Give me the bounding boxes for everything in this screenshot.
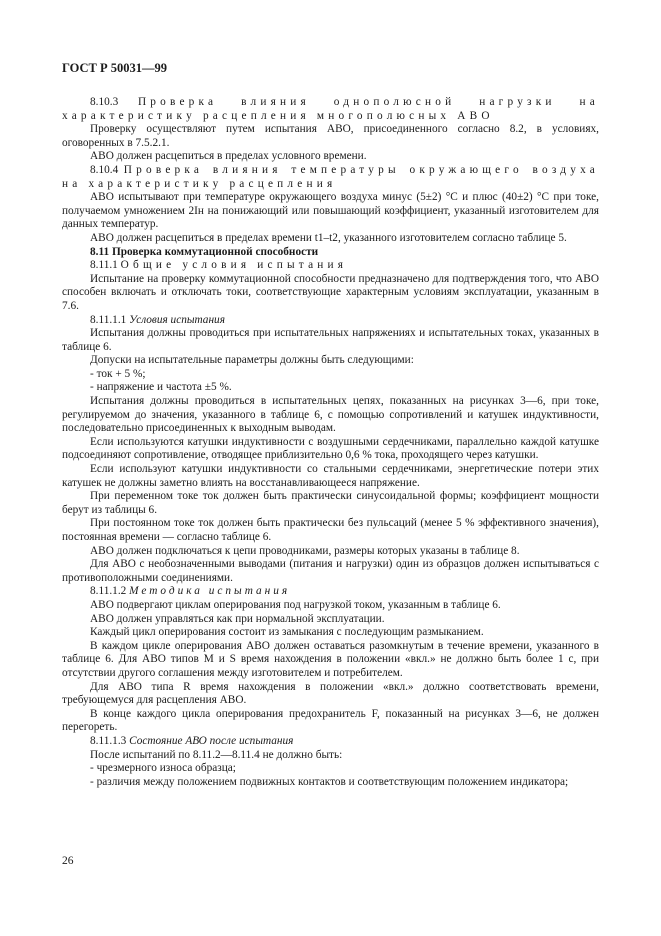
section-8-11-1-2-title: 8.11.1.2 Методика испытания [90, 585, 291, 598]
list-item: - напряжение и частота ±5 %. [90, 381, 232, 394]
list-item: - различия между положением подвижных контактов и соответствующим положением индикатора; [90, 775, 569, 788]
paragraph: Испытания должны проводиться в испытательных цепях, показанных на рисунках 3—6, при токе, регулируемом до значения, указанного в таблице 6, с помощью сопротивлений и катушек индуктивности, последовательно присоединенных к выходным выводам. [62, 395, 599, 435]
paragraph: В каждом цикле оперирования АВО должен оставаться разомкнутым в течение времени, указанного в таблице 6. Для АВО типов М и S время нахождения в положении «вкл.» не должно быть более 1 с, при отсутствии другого соглашения между изготовителем и потребителем. [62, 639, 599, 679]
paragraph: Испытание на проверку коммутационной способности предназначено для подтверждения того, что АВО способен включать и отключать токи, соответствующие характерным условиям эксплуатации, указанным в 7.6. [62, 272, 599, 312]
paragraph: Если используют катушки индуктивности со стальными сердечниками, энергетические потери этих катушек не должны заметно влиять на восстанавливающееся напряжение. [62, 463, 599, 489]
section-8-11-1-title: 8.11.1 Общие условия испытания [90, 259, 348, 272]
paragraph: Проверку осуществляют путем испытания АВО, присоединенного согласно 8.2, в условиях, оговоренных в 7.5.2.1. [62, 123, 599, 149]
paragraph: При переменном токе ток должен быть практически синусоидальной формы; коэффициент мощности берут из таблицы 6. [62, 490, 599, 516]
list-item: - ток + 5 %; [90, 367, 146, 380]
paragraph: АВО должен подключаться к цепи проводниками, размеры которых указаны в таблице 8. [90, 544, 520, 557]
section-8-10-3-title: 8.10.3 Проверка влияния однополюсной нагрузки на характеристику расцепления многополюсных АВО [62, 96, 599, 122]
paragraph: Если используются катушки индуктивности с воздушными сердечниками, параллельно каждой катушке подсоединяют сопротивление, отводящее приблизительно 0,6 % тока, проходящего через катушки. [62, 435, 599, 462]
section-8-10-4-title: 8.10.4 Проверка влияния температуры окружающего воздуха на характеристику расцепления [62, 163, 599, 190]
paragraph: При постоянном токе ток должен быть практически без пульсаций (менее 5 % эффективного значения), постоянная времени — согласно таблице 6. [62, 517, 599, 543]
section-8-11-title: 8.11 Проверка коммутационной способности [90, 245, 319, 258]
section-8-11-1-3-title: 8.11.1.3 Состояние АВО после испытания [90, 734, 294, 747]
section-8-11-1-1-title: 8.11.1.1 Условия испытания [90, 313, 225, 326]
paragraph: Испытания должны проводиться при испытательных напряжениях и испытательных токах, указанных в таблице 6. [62, 327, 599, 353]
paragraph: АВО должен управляться как при нормальной эксплуатации. [90, 612, 385, 625]
paragraph: Для АВО типа R время нахождения в положении «вкл.» должно соответствовать времени, требующемуся для расцепления АВО. [62, 680, 599, 707]
paragraph: АВО подвергают циклам оперирования под нагрузкой током, указанным в таблице 6. [90, 598, 501, 611]
paragraph: После испытаний по 8.11.2—8.11.4 не должно быть: [90, 748, 343, 761]
document-header: ГОСТ Р 50031—99 [62, 61, 168, 75]
paragraph: Для АВО с необозначенными выводами (питания и нагрузки) один из образцов должен испытываться с противоположными соединениями. [62, 558, 599, 584]
paragraph: В конце каждого цикла оперирования предохранитель F, показанный на рисунках 3—6, не должен перегореть. [62, 707, 599, 734]
paragraph: Допуски на испытательные параметры должны быть следующими: [90, 354, 414, 367]
document-body [62, 96, 599, 789]
paragraph: АВО должен расцепиться в пределах условного времени. [90, 150, 367, 163]
paragraph: АВО испытывают при температуре окружающего воздуха минус (5±2) °С и плюс (40±2) °С при токе, получаемом умножением 2Iн на понижающий или повышающий коэффициент, указанный изготовителем для данных температур. [62, 191, 599, 231]
page-number: 26 [62, 855, 74, 867]
paragraph: Каждый цикл оперирования состоит из замыкания с последующим размыканием. [90, 626, 484, 639]
paragraph: АВО должен расцепиться в пределах времени t1–t2, указанного изготовителем согласно таблице 5. [90, 231, 567, 244]
list-item: - чрезмерного износа образца; [90, 762, 236, 775]
